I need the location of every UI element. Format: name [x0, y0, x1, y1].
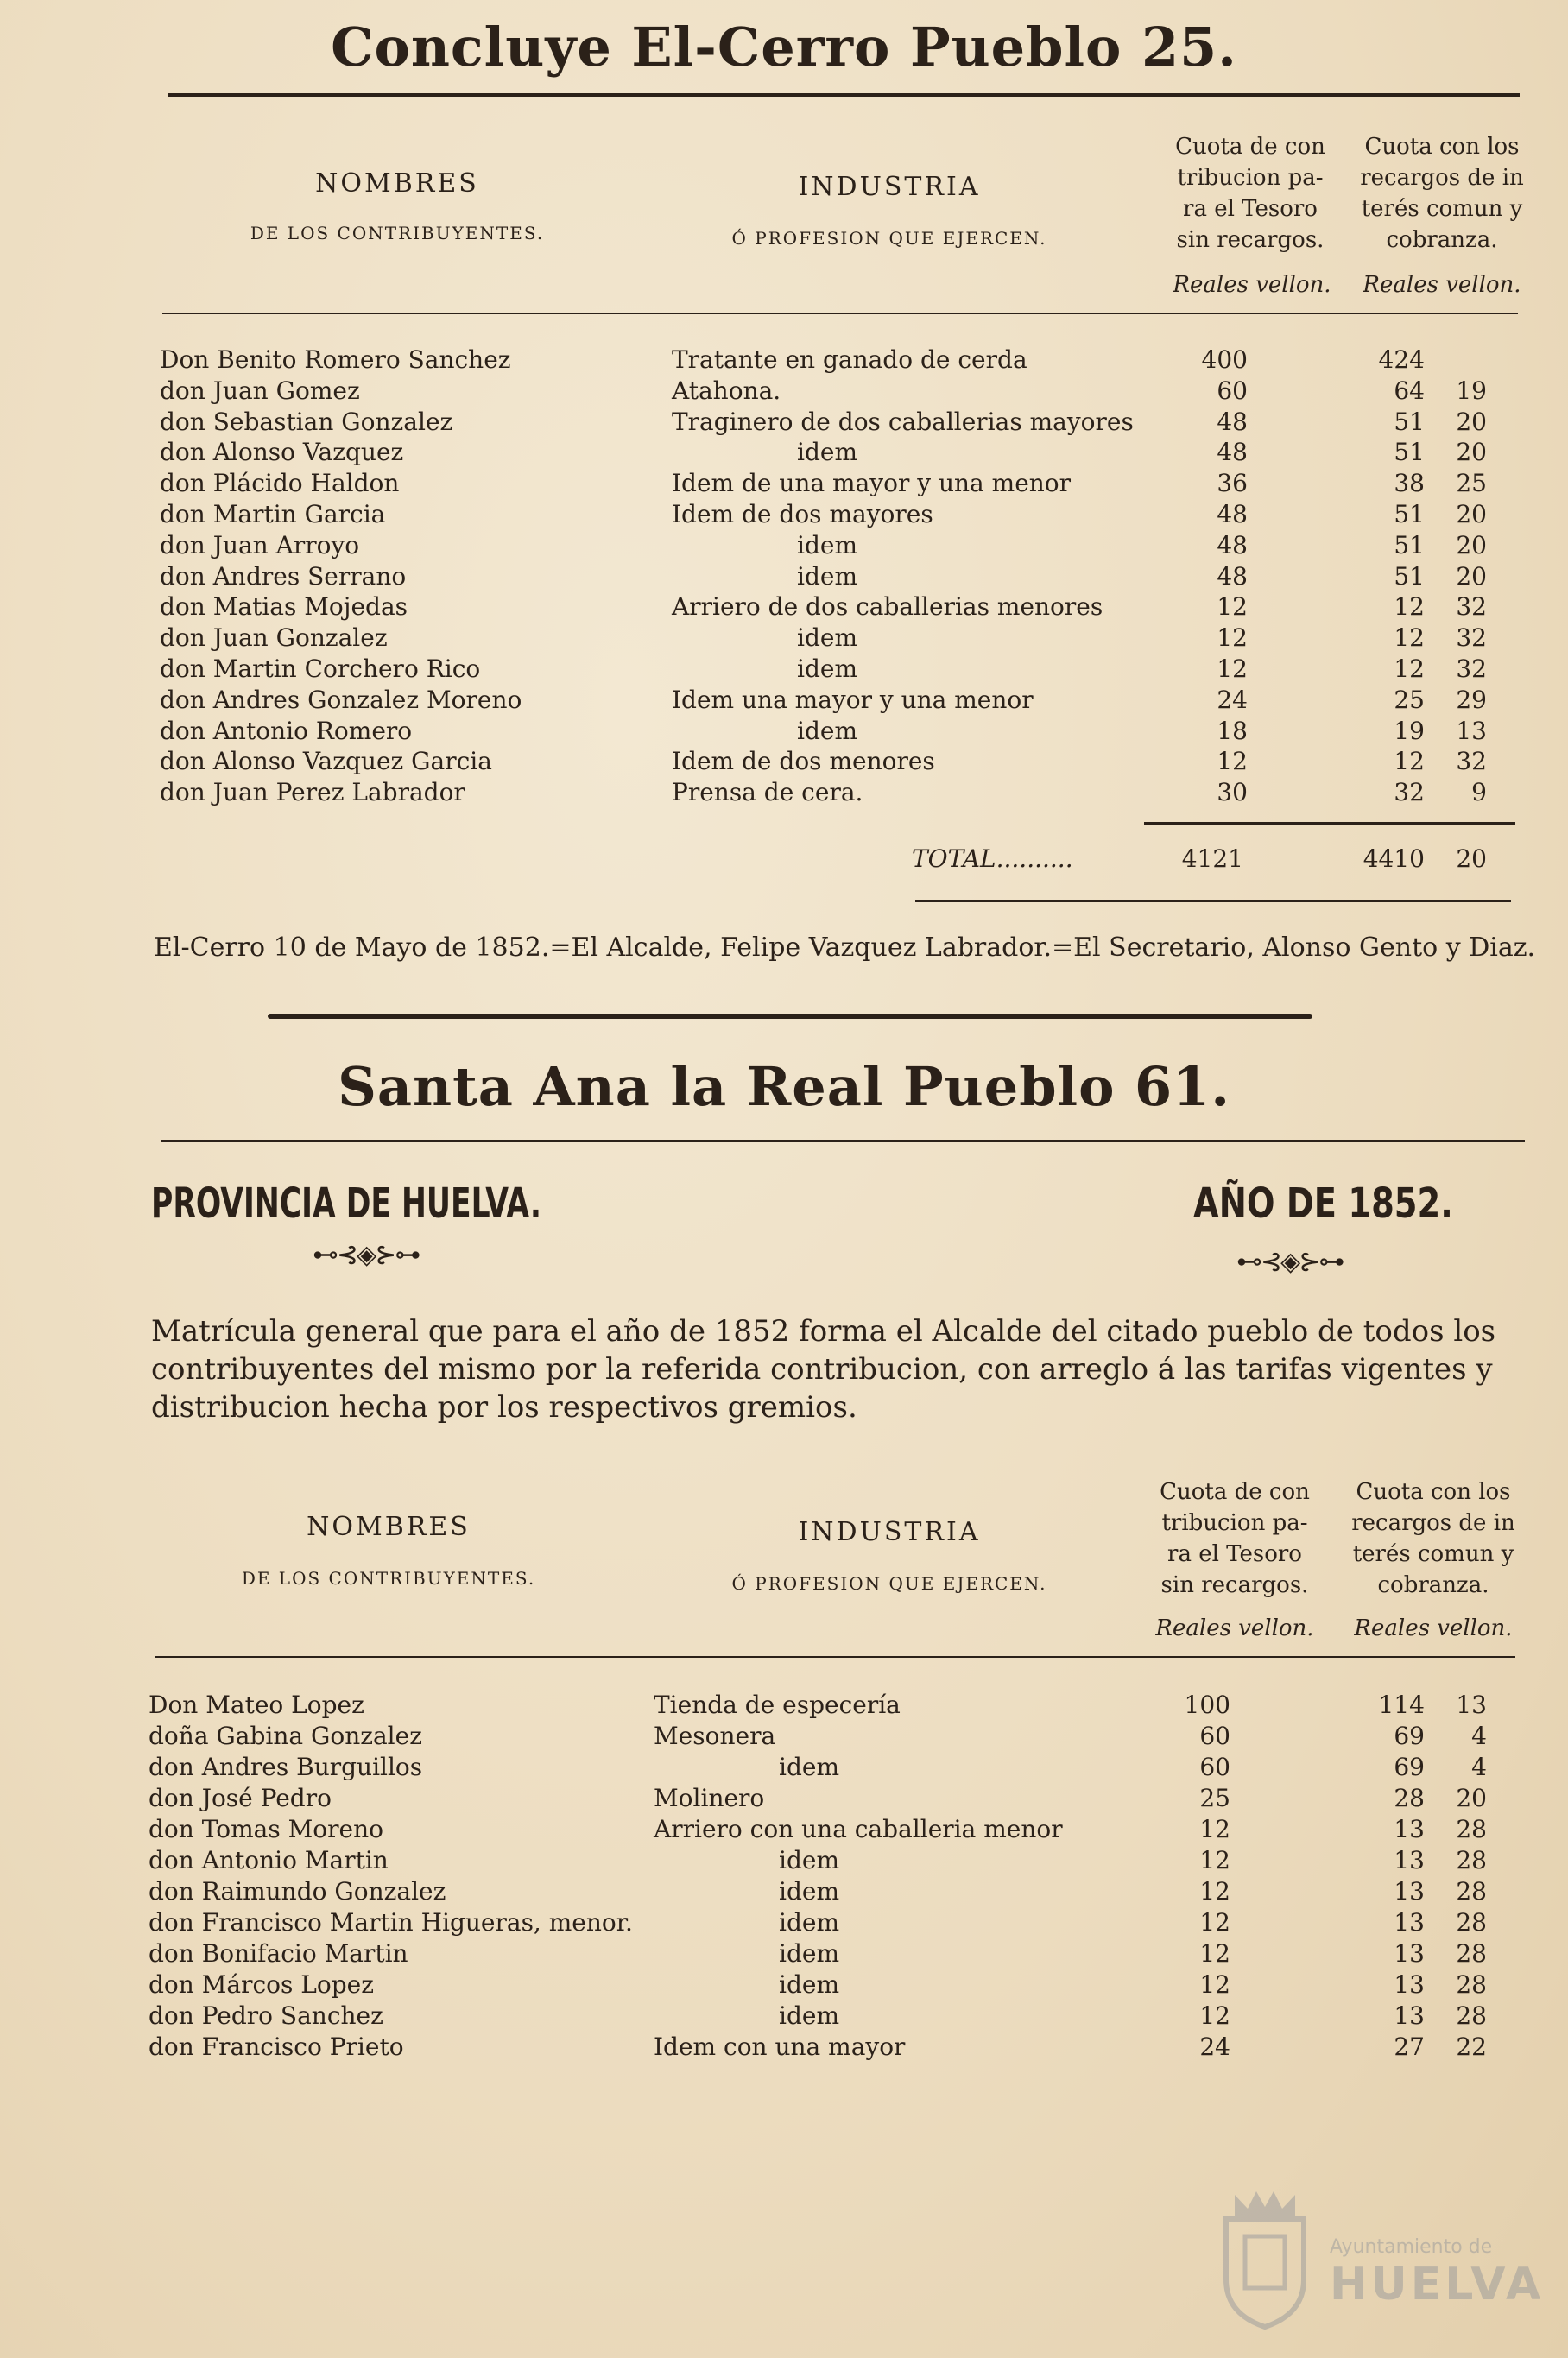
quota-total-cell: 114: [1378, 1691, 1425, 1719]
quota-fraction-cell: 20: [1456, 1784, 1487, 1812]
quota-fraction-cell: 28: [1456, 1970, 1487, 1999]
quota-base-cell: 48: [1217, 438, 1248, 467]
s2-industry-header-main: INDUSTRIA: [798, 1517, 981, 1547]
industry-cell: Traginero de dos caballerias mayores: [672, 407, 1134, 436]
quota-fraction-cell: 32: [1456, 623, 1487, 653]
quota-fraction-cell: 28: [1456, 1815, 1487, 1843]
quota-base-cell: 60: [1217, 376, 1248, 405]
quota-fraction-cell: 13: [1456, 1691, 1487, 1719]
quota-total-cell: 32: [1394, 778, 1425, 807]
contributor-name: don Juan Gonzalez: [160, 623, 388, 653]
industry-cell: idem: [779, 2001, 839, 2030]
quota-total-cell: 13: [1394, 1970, 1425, 1999]
s2-header-rule: [155, 1656, 1515, 1658]
s2-quota2-header: Cuota con los recargos de in terés comun y cobranza.: [1351, 1479, 1515, 1598]
table-row: [0, 1815, 1568, 1846]
quota-fraction-cell: 4: [1471, 1753, 1487, 1781]
quota-fraction-cell: 13: [1456, 716, 1487, 745]
contributor-name: don Bonifacio Martin: [149, 1939, 408, 1968]
industry-cell: Atahona.: [672, 376, 781, 405]
quota-base-cell: 60: [1199, 1753, 1230, 1781]
s1-names-header: [207, 169, 587, 243]
contributor-name: don Andres Serrano: [160, 561, 407, 591]
s1-unit2-header: Reales vellon.: [1363, 272, 1521, 298]
s1-industry-header: [656, 173, 1122, 249]
table-row: [0, 1753, 1568, 1784]
contributor-name: don Francisco Prieto: [149, 2032, 404, 2061]
s1-total-q1: 4121: [1181, 844, 1243, 873]
contributor-name: don Alonso Vazquez: [160, 438, 404, 467]
industry-cell: Idem de dos mayores: [672, 500, 933, 528]
quota-base-cell: 30: [1217, 778, 1248, 807]
quota-base-cell: 12: [1217, 623, 1248, 653]
table-row: [0, 717, 1568, 748]
quota-base-cell: 12: [1217, 592, 1248, 622]
s2-industry-header-sub: Ó PROFESION QUE EJERCEN.: [731, 1572, 1047, 1594]
section-divider-rule: [268, 1014, 1312, 1019]
quota-fraction-cell: 32: [1456, 654, 1487, 683]
quota-fraction-cell: 9: [1471, 778, 1487, 807]
quota-base-cell: 400: [1201, 345, 1248, 374]
industry-cell: idem: [779, 1939, 839, 1968]
section1-title: Concluye El-Cerro Pueblo 25.: [331, 16, 1237, 79]
quota-total-cell: 27: [1394, 2032, 1425, 2061]
table-row: [0, 778, 1568, 809]
s2-quota1-header: Cuota de con tribucion pa- ra el Tesoro sin recargos.: [1160, 1479, 1310, 1598]
contributor-name: doña Gabina Gonzalez: [149, 1722, 422, 1750]
table-row: [0, 2001, 1568, 2032]
s1-total-row: [0, 844, 1568, 876]
s1-industry-header-sub: Ó PROFESION QUE EJERCEN.: [731, 227, 1047, 249]
s1-quota2-header: Cuota con los recargos de in terés comun y cobranza.: [1360, 134, 1524, 253]
quota-base-cell: 25: [1199, 1784, 1230, 1812]
industry-cell: idem: [779, 1753, 839, 1781]
quota-base-cell: 12: [1199, 1970, 1230, 1999]
quota-fraction-cell: 19: [1456, 376, 1487, 405]
industry-cell: idem: [797, 654, 857, 683]
industry-cell: idem: [797, 438, 857, 467]
contributor-name: don Andres Burguillos: [149, 1753, 423, 1781]
quota-fraction-cell: 29: [1456, 685, 1487, 714]
quota-base-cell: 12: [1199, 1877, 1230, 1906]
s1-header-rule: [162, 313, 1518, 314]
quota-fraction-cell: 4: [1471, 1722, 1487, 1750]
contributor-name: don Martin Garcia: [160, 500, 386, 528]
s1-total-q2: 4410: [1363, 844, 1425, 873]
quota-base-cell: 48: [1217, 530, 1248, 559]
section2-title: Santa Ana la Real Pueblo 61.: [338, 1055, 1230, 1118]
table-row: [0, 1877, 1568, 1908]
contributor-name: don Juan Perez Labrador: [160, 778, 465, 807]
contributor-name: don Martin Corchero Rico: [160, 654, 481, 683]
province-ornament: ⊷⊰◈⊱⊶: [313, 1240, 420, 1270]
quota-base-cell: 48: [1217, 561, 1248, 591]
table-row: [0, 1908, 1568, 1939]
s1-names-header-sub: DE LOS CONTRIBUYENTES.: [250, 222, 545, 243]
quota-fraction-cell: 20: [1456, 407, 1487, 436]
table-row: [0, 1846, 1568, 1877]
quota-base-cell: 48: [1217, 407, 1248, 436]
contributor-name: don Pedro Sanchez: [149, 2001, 383, 2030]
quota-fraction-cell: 28: [1456, 1908, 1487, 1937]
contributor-name: don Juan Arroyo: [160, 530, 360, 559]
quota-base-cell: 12: [1199, 1846, 1230, 1874]
quota-total-cell: 13: [1394, 1815, 1425, 1843]
table-row: [0, 345, 1568, 376]
industry-cell: Arriero con una caballeria menor: [654, 1815, 1063, 1843]
industry-cell: idem: [779, 1908, 839, 1937]
contributor-name: don Márcos Lopez: [149, 1970, 374, 1999]
industry-cell: Idem una mayor y una menor: [672, 685, 1034, 714]
contributor-name: don José Pedro: [149, 1784, 332, 1812]
industry-cell: Molinero: [654, 1784, 765, 1812]
contributor-name: don Plácido Haldon: [160, 469, 400, 498]
quota-base-cell: 60: [1199, 1722, 1230, 1750]
quota-total-cell: 51: [1394, 561, 1425, 591]
quota-total-cell: 12: [1394, 747, 1425, 776]
quota-base-cell: 100: [1184, 1691, 1230, 1719]
table-row: [0, 1939, 1568, 1970]
table-row: [0, 1784, 1568, 1815]
quota-fraction-cell: 20: [1456, 500, 1487, 528]
title2-rule: [161, 1140, 1525, 1142]
quota-fraction-cell: 28: [1456, 1877, 1487, 1906]
quota-base-cell: 24: [1217, 685, 1248, 714]
s2-industry-header: [656, 1518, 1122, 1594]
quota-fraction-cell: 28: [1456, 1939, 1487, 1968]
quota-fraction-cell: 20: [1456, 530, 1487, 559]
quota-total-cell: 12: [1394, 592, 1425, 622]
industry-cell: idem: [797, 530, 857, 559]
s2-names-header: [199, 1513, 579, 1589]
industry-cell: idem: [779, 1846, 839, 1874]
logo-title: HUELVA: [1330, 2259, 1545, 2311]
quota-base-cell: 12: [1217, 654, 1248, 683]
s1-names-header-main: NOMBRES: [315, 168, 479, 199]
quota-base-cell: 48: [1217, 500, 1248, 528]
table-row: [0, 592, 1568, 623]
s1-total-rule-top: [1144, 822, 1515, 825]
table-row: [0, 562, 1568, 593]
contributor-name: don Francisco Martin Higueras, menor.: [149, 1908, 633, 1937]
quota-total-cell: 38: [1394, 469, 1425, 498]
s2-names-header-sub: DE LOS CONTRIBUYENTES.: [241, 1567, 536, 1589]
industry-cell: Mesonera: [654, 1722, 776, 1750]
industry-cell: Tienda de especería: [654, 1691, 901, 1719]
contributor-name: Don Benito Romero Sanchez: [160, 345, 511, 374]
quota-total-cell: 25: [1394, 685, 1425, 714]
table-row: [0, 654, 1568, 686]
quota-total-cell: 19: [1394, 716, 1425, 745]
quota-base-cell: 12: [1217, 747, 1248, 776]
contributor-name: Don Mateo Lopez: [149, 1691, 364, 1719]
s1-total-rule-bottom: [915, 900, 1511, 902]
contributor-name: don Raimundo Gonzalez: [149, 1877, 446, 1906]
quota-total-cell: 13: [1394, 1877, 1425, 1906]
s1-total-label: TOTAL..........: [912, 844, 1073, 873]
industry-cell: idem: [797, 623, 857, 653]
quota-total-cell: 28: [1394, 1784, 1425, 1812]
s2-names-header-main: NOMBRES: [307, 1512, 471, 1542]
logo-caption: Ayuntamiento de: [1330, 2236, 1493, 2258]
quota-base-cell: 24: [1199, 2032, 1230, 2061]
quota-fraction-cell: 32: [1456, 592, 1487, 622]
ayuntamiento-logo: [1209, 2184, 1568, 2331]
title1-rule: [168, 93, 1520, 97]
year-heading: AÑO DE 1852.: [1193, 1179, 1453, 1228]
quota-total-cell: 64: [1394, 376, 1425, 405]
quota-base-cell: 12: [1199, 2001, 1230, 2030]
s1-footer-signature: El-Cerro 10 de Mayo de 1852.=El Alcalde, Felipe Vazquez Labrador.=El Secretario, Alonso Gento y Diaz.: [154, 932, 1536, 963]
quota-total-cell: 51: [1394, 407, 1425, 436]
quota-base-cell: 18: [1217, 716, 1248, 745]
quota-total-cell: 13: [1394, 1908, 1425, 1937]
intro-paragraph: Matrícula general que para el año de 1852 forma el Alcalde del citado pueblo de todos los contribuyentes del mismo por la referida contribucion, con arreglo á las tarifas vigentes y distribucion hecha por los respectivos gremios.: [151, 1314, 1496, 1425]
table-row: [0, 1722, 1568, 1753]
quota-total-cell: 69: [1394, 1722, 1425, 1750]
industry-cell: idem: [797, 716, 857, 745]
table-row: [0, 408, 1568, 439]
table-row: [0, 686, 1568, 717]
industry-cell: idem: [779, 1970, 839, 1999]
industry-cell: Prensa de cera.: [672, 778, 863, 807]
industry-cell: idem: [779, 1877, 839, 1906]
quota-total-cell: 12: [1394, 654, 1425, 683]
industry-cell: Idem con una mayor: [654, 2032, 906, 2061]
industry-cell: Idem de dos menores: [672, 747, 935, 776]
table-row: [0, 469, 1568, 500]
quota-base-cell: 12: [1199, 1815, 1230, 1843]
contributor-name: don Andres Gonzalez Moreno: [160, 685, 522, 714]
industry-cell: idem: [797, 561, 857, 591]
contributor-name: don Alonso Vazquez Garcia: [160, 747, 492, 776]
industry-cell: Idem de una mayor y una menor: [672, 469, 1072, 498]
table-row: [0, 623, 1568, 654]
province-heading: PROVINCIA DE HUELVA.: [151, 1179, 542, 1228]
quota-base-cell: 12: [1199, 1908, 1230, 1937]
s1-quota1-header: Cuota de con tribucion pa- ra el Tesoro sin recargos.: [1175, 134, 1325, 253]
quota-fraction-cell: 28: [1456, 2001, 1487, 2030]
contributor-name: don Sebastian Gonzalez: [160, 407, 453, 436]
quota-fraction-cell: 32: [1456, 747, 1487, 776]
contributor-name: don Tomas Moreno: [149, 1815, 383, 1843]
industry-cell: Arriero de dos caballerias menores: [672, 592, 1103, 622]
contributor-name: don Antonio Romero: [160, 716, 413, 745]
quota-total-cell: 424: [1378, 345, 1425, 374]
year-ornament: ⊷⊰◈⊱⊶: [1236, 1247, 1344, 1277]
quota-base-cell: 36: [1217, 469, 1248, 498]
table-row: [0, 1970, 1568, 2001]
quota-fraction-cell: 25: [1456, 469, 1487, 498]
table-row: [0, 1691, 1568, 1722]
s2-unit2-header: Reales vellon.: [1354, 1615, 1513, 1641]
table-row: [0, 747, 1568, 778]
quota-total-cell: 69: [1394, 1753, 1425, 1781]
contributor-name: don Juan Gomez: [160, 376, 360, 405]
s1-unit1-header: Reales vellon.: [1173, 272, 1331, 298]
quota-total-cell: 51: [1394, 530, 1425, 559]
quota-fraction-cell: 28: [1456, 1846, 1487, 1874]
quota-base-cell: 12: [1199, 1939, 1230, 1968]
quota-fraction-cell: 20: [1456, 561, 1487, 591]
table-row: [0, 531, 1568, 562]
quota-total-cell: 13: [1394, 2001, 1425, 2030]
quota-total-cell: 13: [1394, 1939, 1425, 1968]
s1-industry-header-main: INDUSTRIA: [798, 172, 981, 202]
table-row: [0, 2032, 1568, 2064]
coat-of-arms-icon: [1209, 2184, 1321, 2331]
table-row: [0, 500, 1568, 531]
quota-total-cell: 13: [1394, 1846, 1425, 1874]
quota-total-cell: 51: [1394, 500, 1425, 528]
quota-fraction-cell: 22: [1456, 2032, 1487, 2061]
table-row: [0, 438, 1568, 469]
quota-fraction-cell: 20: [1456, 438, 1487, 467]
contributor-name: don Matias Mojedas: [160, 592, 408, 622]
quota-total-cell: 12: [1394, 623, 1425, 653]
s2-unit1-header: Reales vellon.: [1155, 1615, 1314, 1641]
contributor-name: don Antonio Martin: [149, 1846, 389, 1874]
quota-total-cell: 51: [1394, 438, 1425, 467]
table-row: [0, 376, 1568, 408]
industry-cell: Tratante en ganado de cerda: [672, 345, 1027, 374]
s1-total-q3: 20: [1456, 844, 1487, 873]
